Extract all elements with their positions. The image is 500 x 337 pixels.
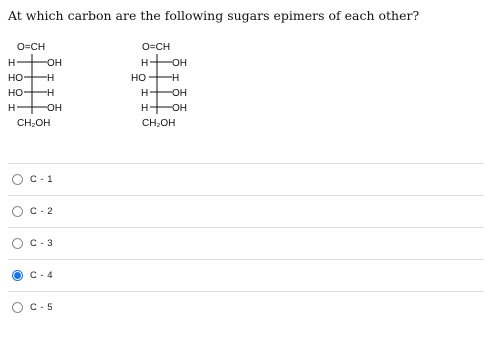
radio-button-4[interactable] <box>12 270 23 281</box>
answer-option-label: C - 2 <box>30 206 54 217</box>
structure-left-row2-right: H <box>47 73 55 84</box>
structure-right-row2-left: HO <box>131 73 146 84</box>
structure-left-row1-right: OH <box>47 58 62 69</box>
answer-option-label: C - 3 <box>30 238 54 249</box>
fischer-projections-svg <box>0 38 500 138</box>
answer-option-4[interactable] <box>8 259 484 291</box>
answer-option-2[interactable] <box>8 195 484 227</box>
answer-option-label: C - 4 <box>30 270 54 281</box>
answer-option-5[interactable] <box>8 291 484 323</box>
structure-left-bottom: CH₂OH <box>17 118 51 129</box>
structure-left-row4-right: OH <box>47 103 62 114</box>
structure-right-row1-left: H <box>141 58 149 69</box>
answer-option-label: C - 1 <box>30 174 54 185</box>
question-text: At which carbon are the following sugars epimers of each other? <box>8 8 420 23</box>
fischer-projections <box>0 38 500 138</box>
radio-button-2[interactable] <box>12 206 23 217</box>
structure-right <box>131 42 187 129</box>
structure-right-top: O=CH <box>142 42 171 53</box>
structure-right-row4-left: H <box>141 103 149 114</box>
structure-left <box>8 42 62 129</box>
structure-right-row4-right: OH <box>172 103 187 114</box>
structure-left-top: O=CH <box>17 42 46 53</box>
answer-options <box>8 163 484 323</box>
structure-left-row2-left: HO <box>8 73 23 84</box>
structure-right-row3-left: H <box>141 88 149 99</box>
structure-left-row3-left: HO <box>8 88 23 99</box>
radio-button-3[interactable] <box>12 238 23 249</box>
answer-option-1[interactable] <box>8 163 484 195</box>
structure-right-row2-right: H <box>172 73 180 84</box>
radio-button-1[interactable] <box>12 174 23 185</box>
structure-left-row1-left: H <box>8 58 16 69</box>
structure-left-row3-right: H <box>47 88 55 99</box>
structure-right-bottom: CH₂OH <box>142 118 176 129</box>
structure-right-row1-right: OH <box>172 58 187 69</box>
structure-left-row4-left: H <box>8 103 16 114</box>
answer-option-3[interactable] <box>8 227 484 259</box>
radio-button-5[interactable] <box>12 302 23 313</box>
answer-option-label: C - 5 <box>30 302 54 313</box>
structure-right-row3-right: OH <box>172 88 187 99</box>
